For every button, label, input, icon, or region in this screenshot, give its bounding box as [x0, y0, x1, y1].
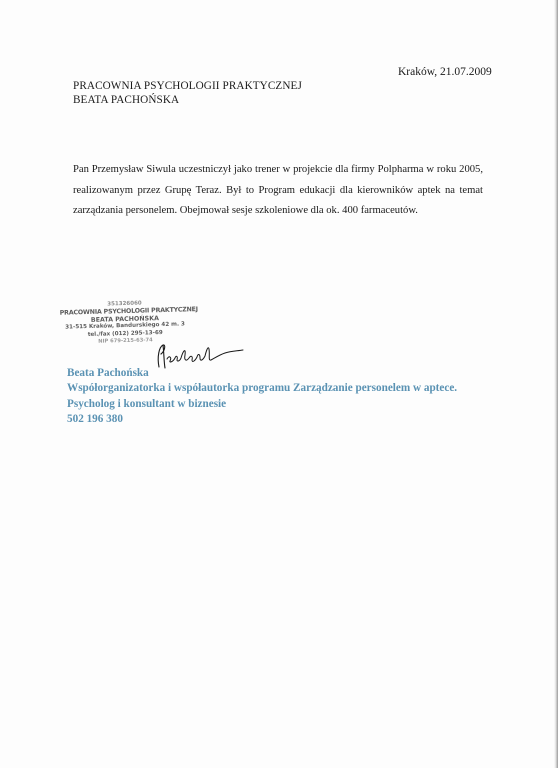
stamp-nip: NIP 679-215-63-74 [98, 337, 153, 345]
stamp-address: 31-515 Kraków, Bandurskiego 42 m. 3 [65, 321, 186, 331]
letter-date: Kraków, 21.07.2009 [398, 66, 492, 78]
stamp-regon: 351326060 [107, 300, 142, 308]
stamp-phone: tel./fax (012) 295-13-69 [87, 329, 163, 338]
contact-block [67, 366, 457, 427]
contact-name: Beata Pachońska [67, 367, 149, 379]
company-stamp [59, 299, 198, 347]
stamp-name: BEATA PACHOŃSKA [90, 314, 160, 324]
scan-edge [554, 0, 558, 768]
letterhead-name: BEATA PACHOŃSKA [73, 94, 180, 106]
letterhead [73, 79, 302, 107]
stamp-org: PRACOWNIA PSYCHOLOGII PRAKTYCZNEJ [59, 306, 198, 318]
letter-body: Pan Przemysław Siwula uczestniczył jako trener w projekcie dla firmy Polpharma w roku 2005, realizowanym przez Grupę Teraz. Był to Program edukacji dla kierowników aptek na temat zarządzania personelem. Obejmował sesje szkoleniowe dla ok. 400 farmaceutów. [73, 164, 483, 216]
letterhead-org: PRACOWNIA PSYCHOLOGII PRAKTYCZNEJ [73, 80, 302, 92]
contact-role: Współorganizatorka i współautorka programu Zarządzanie personelem w aptece. [67, 382, 458, 395]
contact-phone: 502 196 380 [67, 412, 123, 425]
contact-profession: Psycholog i konsultant w biznesie [67, 397, 227, 410]
